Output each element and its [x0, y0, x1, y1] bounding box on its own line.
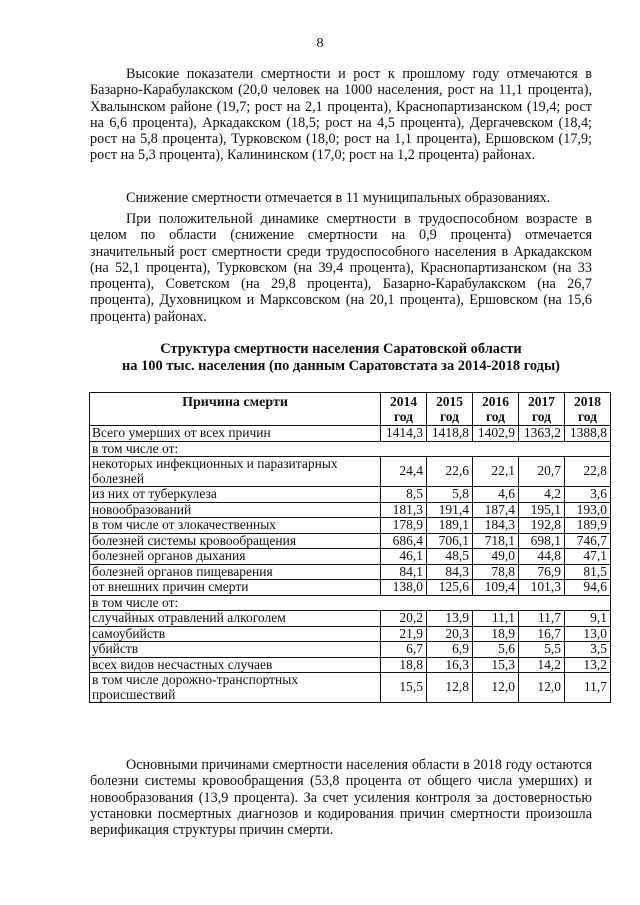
cause-cell: болезней системы кровообращения — [90, 533, 381, 549]
cause-cell: убийств — [90, 642, 381, 658]
value-cell: 11,7 — [565, 673, 611, 703]
table-row — [90, 533, 611, 549]
value-cell: 16,7 — [519, 626, 565, 642]
value-cell: 5,5 — [519, 642, 565, 658]
year-suffix: год — [440, 409, 459, 424]
value-cell: 49,0 — [473, 549, 519, 565]
table-row — [90, 673, 611, 703]
value-cell: 76,9 — [519, 564, 565, 580]
table-title — [90, 341, 592, 375]
value-cell: 1402,9 — [473, 426, 519, 442]
table-header-row — [90, 393, 611, 426]
value-cell: 1418,8 — [427, 426, 473, 442]
value-cell: 11,7 — [519, 611, 565, 627]
value-cell: 6,9 — [427, 642, 473, 658]
table-row — [90, 549, 611, 565]
paragraph-text: Основными причинами смертности населения области в 2018 году остаются болезни системы кровообращения (53,8 процента от общего числа умерших) и новообразования (13,9 процента). За счет усиления контроля за достоверностью установки посмертных диагнозов и кодирования причин смертности произошла верификация структуры причин смерти. — [90, 757, 592, 839]
value-cell: 718,1 — [473, 533, 519, 549]
value-cell: 84,3 — [427, 564, 473, 580]
value-cell: 84,1 — [381, 564, 427, 580]
header-cause: Причина смерти — [90, 393, 381, 426]
value-cell: 195,1 — [519, 502, 565, 518]
value-cell: 9,1 — [565, 611, 611, 627]
value-cell: 189,1 — [427, 518, 473, 534]
page-number: 8 — [316, 36, 324, 51]
table-row — [90, 502, 611, 518]
value-cell: 138,0 — [381, 580, 427, 596]
year-suffix: год — [578, 409, 597, 424]
value-cell: 11,1 — [473, 611, 519, 627]
cause-cell: некоторых инфекционных и паразитарных болезней — [90, 457, 381, 487]
cause-cell: болезней органов дыхания — [90, 549, 381, 565]
section-label: в том числе от: — [90, 441, 611, 457]
cause-cell: новообразований — [90, 502, 381, 518]
value-cell: 20,2 — [381, 611, 427, 627]
cause-cell: из них от туберкулеза — [90, 487, 381, 503]
table-title-line-1: Структура смертности населения Саратовской области — [160, 341, 522, 357]
value-cell: 18,9 — [473, 626, 519, 642]
value-cell: 13,2 — [565, 657, 611, 673]
value-cell: 698,1 — [519, 533, 565, 549]
header-year — [381, 393, 427, 426]
table-row — [90, 487, 611, 503]
table-row — [90, 642, 611, 658]
header-year — [427, 393, 473, 426]
cause-cell: от внешних причин смерти — [90, 580, 381, 596]
value-cell: 44,8 — [519, 549, 565, 565]
year-number: 2016 — [482, 394, 509, 409]
year-number: 2018 — [574, 394, 601, 409]
cause-cell: Всего умерших от всех причин — [90, 426, 381, 442]
year-number: 2017 — [528, 394, 555, 409]
value-cell: 22,6 — [427, 457, 473, 487]
value-cell: 13,9 — [427, 611, 473, 627]
header-year — [473, 393, 519, 426]
paragraph-text: Снижение смертности отмечается в 11 муниципальных образованиях. — [126, 190, 551, 206]
value-cell: 81,5 — [565, 564, 611, 580]
cause-cell: всех видов несчастных случаев — [90, 657, 381, 673]
table-body — [90, 426, 611, 703]
value-cell: 12,0 — [519, 673, 565, 703]
table-row — [90, 457, 611, 487]
cause-cell: самоубийств — [90, 626, 381, 642]
value-cell: 47,1 — [565, 549, 611, 565]
table-row — [90, 426, 611, 442]
table-row — [90, 611, 611, 627]
value-cell: 746,7 — [565, 533, 611, 549]
value-cell: 15,3 — [473, 657, 519, 673]
table-row — [90, 580, 611, 596]
value-cell: 20,3 — [427, 626, 473, 642]
paragraph-text: Высокие показатели смертности и рост к прошлому году отмечаются в Базарно-Карабулакском (20,0 человек на 1000 населения, рост на 11,1 процента), Хвалынском районе (19,7; рост на 2,1 процента), Краснопартизанском (19,4; рост на 6,6 процента), Аркадакском (18,5; рост на 4,5 процента), Дергачевском (18,4; рост на 5,8 процента), Турковском (18,0; рост на 1,1 процента), Ершовском (17,9; рост на 5,3 процента), Калининском (17,0; рост на 1,2 процента) районах. — [90, 66, 592, 164]
value-cell: 24,4 — [381, 457, 427, 487]
value-cell: 3,6 — [565, 487, 611, 503]
mortality-structure-table — [89, 392, 611, 703]
value-cell: 6,7 — [381, 642, 427, 658]
year-suffix: год — [394, 409, 413, 424]
paragraph-mortality-decrease — [90, 190, 592, 206]
paragraph-working-age-mortality — [90, 211, 592, 325]
value-cell: 1363,2 — [519, 426, 565, 442]
cause-cell: в том числе дорожно-транспортных происшествий — [90, 673, 381, 703]
table-row — [90, 518, 611, 534]
value-cell: 5,6 — [473, 642, 519, 658]
year-suffix: год — [486, 409, 505, 424]
value-cell: 12,0 — [473, 673, 519, 703]
value-cell: 14,2 — [519, 657, 565, 673]
value-cell: 1414,3 — [381, 426, 427, 442]
value-cell: 184,3 — [473, 518, 519, 534]
value-cell: 94,6 — [565, 580, 611, 596]
value-cell: 22,1 — [473, 457, 519, 487]
header-year — [519, 393, 565, 426]
year-suffix: год — [532, 409, 551, 424]
value-cell: 22,8 — [565, 457, 611, 487]
value-cell: 4,2 — [519, 487, 565, 503]
value-cell: 20,7 — [519, 457, 565, 487]
value-cell: 15,5 — [381, 673, 427, 703]
value-cell: 686,4 — [381, 533, 427, 549]
value-cell: 48,5 — [427, 549, 473, 565]
table-row — [90, 626, 611, 642]
paragraph-text: При положительной динамике смертности в трудоспособном возрасте в целом по области (снижение смертности на 0,9 процента) отмечается значительный рост смертности среди трудоспособного населения в Аркадакском (на 52,1 процента), Турковском (на 39,4 процента), Краснопартизанском (на 33 процента), Советском (на 29,8 процента), Базарно-Карабулакском (на 26,7 процента), Духовницком и Марксовском (на 20,1 процента), Ершовском (на 15,6 процента) районах. — [90, 211, 592, 325]
value-cell: 5,8 — [427, 487, 473, 503]
value-cell: 706,1 — [427, 533, 473, 549]
value-cell: 18,8 — [381, 657, 427, 673]
value-cell: 109,4 — [473, 580, 519, 596]
value-cell: 12,8 — [427, 673, 473, 703]
value-cell: 193,0 — [565, 502, 611, 518]
value-cell: 13,0 — [565, 626, 611, 642]
value-cell: 192,8 — [519, 518, 565, 534]
table-row — [90, 441, 611, 457]
header-year — [565, 393, 611, 426]
value-cell: 178,9 — [381, 518, 427, 534]
value-cell: 78,8 — [473, 564, 519, 580]
table-row — [90, 595, 611, 611]
value-cell: 189,9 — [565, 518, 611, 534]
table-title-line-2: на 100 тыс. населения (по данным Саратовстата за 2014-2018 годы) — [122, 358, 560, 374]
value-cell: 125,6 — [427, 580, 473, 596]
value-cell: 4,6 — [473, 487, 519, 503]
value-cell: 181,3 — [381, 502, 427, 518]
paragraph-mortality-growth — [90, 66, 592, 164]
value-cell: 8,5 — [381, 487, 427, 503]
section-label: в том числе от: — [90, 595, 611, 611]
table-row — [90, 564, 611, 580]
cause-cell: случайных отравлений алкоголем — [90, 611, 381, 627]
year-number: 2015 — [436, 394, 463, 409]
value-cell: 1388,8 — [565, 426, 611, 442]
value-cell: 46,1 — [381, 549, 427, 565]
paragraph-main-causes — [90, 757, 592, 838]
value-cell: 191,4 — [427, 502, 473, 518]
cause-cell: в том числе от злокачественных — [90, 518, 381, 534]
value-cell: 16,3 — [427, 657, 473, 673]
value-cell: 187,4 — [473, 502, 519, 518]
value-cell: 21,9 — [381, 626, 427, 642]
value-cell: 3,5 — [565, 642, 611, 658]
cause-cell: болезней органов пищеварения — [90, 564, 381, 580]
year-number: 2014 — [390, 394, 417, 409]
table-row — [90, 657, 611, 673]
value-cell: 101,3 — [519, 580, 565, 596]
